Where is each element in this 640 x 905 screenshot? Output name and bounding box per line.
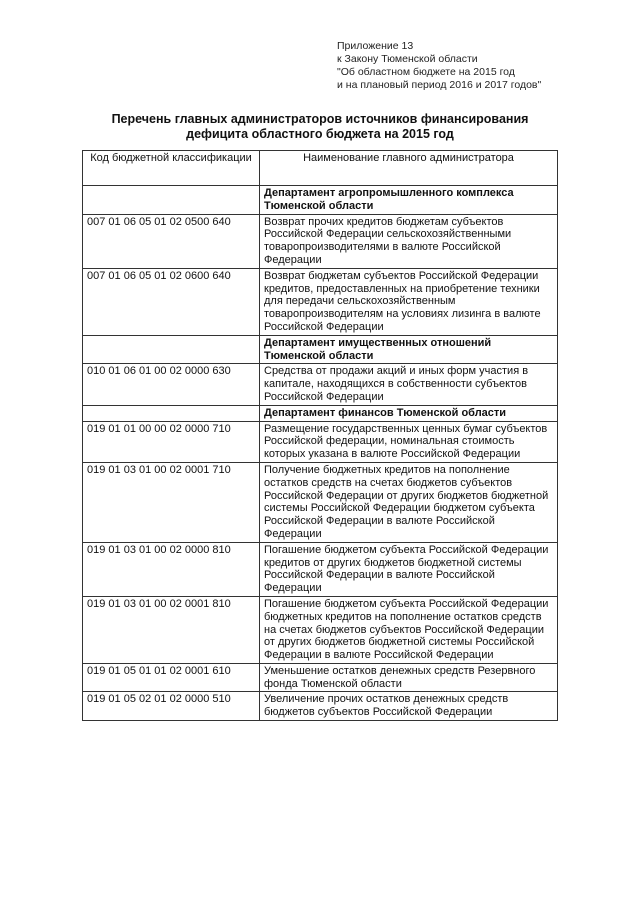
header-code: Код бюджетной классификации bbox=[83, 151, 260, 186]
row-code: 007 01 06 05 01 02 0500 640 bbox=[83, 214, 260, 268]
table-row bbox=[83, 186, 558, 215]
table-row bbox=[83, 364, 558, 405]
table-row bbox=[83, 462, 558, 542]
title-line-1: Перечень главных администраторов источников финансирования bbox=[111, 112, 529, 126]
table-row bbox=[83, 268, 558, 335]
row-name: Погашение бюджетом субъекта Российской Федерации бюджетных кредитов на пополнение остатков средств на счетах бюджетов субъектов Российской Федерации от других бюджетов бюджетной системы Российской Федерации в валюте Российской Федерации bbox=[260, 596, 558, 663]
row-code: 019 01 01 00 00 02 0000 710 bbox=[83, 421, 260, 462]
row-code: 019 01 03 01 00 02 0001 710 bbox=[83, 462, 260, 542]
row-name: Размещение государственных ценных бумаг субъектов Российской федерации, номинальная стоимость которых указана в валюте Российской Федерации bbox=[260, 421, 558, 462]
table-header-row bbox=[83, 151, 558, 186]
row-code: 007 01 06 05 01 02 0600 640 bbox=[83, 268, 260, 335]
table-row bbox=[83, 405, 558, 421]
appendix-line-1: Приложение 13 bbox=[337, 40, 414, 52]
row-code bbox=[83, 405, 260, 421]
row-code: 019 01 05 01 01 02 0001 610 bbox=[83, 663, 260, 692]
row-code bbox=[83, 335, 260, 364]
row-code: 010 01 06 01 00 02 0000 630 bbox=[83, 364, 260, 405]
administrators-table bbox=[82, 150, 558, 721]
appendix-line-4: и на плановый период 2016 и 2017 годов" bbox=[337, 79, 542, 91]
appendix-line-2: к Закону Тюменской области bbox=[337, 53, 478, 65]
title-line-2: дефицита областного бюджета на 2015 год bbox=[186, 127, 454, 141]
table-row bbox=[83, 335, 558, 364]
row-code: 019 01 03 01 00 02 0001 810 bbox=[83, 596, 260, 663]
table-row bbox=[83, 663, 558, 692]
row-name: Средства от продажи акций и иных форм участия в капитале, находящихся в собственности субъектов Российской Федерации bbox=[260, 364, 558, 405]
row-name: Уменьшение остатков денежных средств Резервного фонда Тюменской области bbox=[260, 663, 558, 692]
row-name: Увеличение прочих остатков денежных средств бюджетов субъектов Российской Федерации bbox=[260, 692, 558, 721]
row-name: Получение бюджетных кредитов на пополнение остатков средств на счетах бюджетов субъектов Российской Федерации от других бюджетов бюджетной системы Российской Федерации бюджетом субъекта Российской Федерации в валюте Российской Федерации bbox=[260, 462, 558, 542]
row-code: 019 01 05 02 01 02 0000 510 bbox=[83, 692, 260, 721]
table-row bbox=[83, 692, 558, 721]
appendix-note bbox=[337, 40, 541, 92]
table-row bbox=[83, 421, 558, 462]
table-row bbox=[83, 214, 558, 268]
table-row bbox=[83, 596, 558, 663]
appendix-line-3: "Об областном бюджете на 2015 год bbox=[337, 66, 515, 78]
row-code bbox=[83, 186, 260, 215]
row-name: Департамент финансов Тюменской области bbox=[260, 405, 558, 421]
row-code: 019 01 03 01 00 02 0000 810 bbox=[83, 542, 260, 596]
row-name: Департамент имущественных отношений Тюменской области bbox=[260, 335, 558, 364]
document-title bbox=[60, 112, 580, 142]
header-name: Наименование главного администратора bbox=[260, 151, 558, 186]
table-row bbox=[83, 542, 558, 596]
row-name: Погашение бюджетом субъекта Российской Федерации кредитов от других бюджетов бюджетной системы Российской Федерации в валюте Российской Федерации bbox=[260, 542, 558, 596]
row-name: Возврат прочих кредитов бюджетам субъектов Российской Федерации сельскохозяйственными товаропроизводителями в валюте Российской Федерации bbox=[260, 214, 558, 268]
row-name: Департамент агропромышленного комплекса Тюменской области bbox=[260, 186, 558, 215]
row-name: Возврат бюджетам субъектов Российской Федерации кредитов, предоставленных на приобретение техники для передачи сельскохозяйственным товаропроизводителям на условиях лизинга в валюте Российской Федерации bbox=[260, 268, 558, 335]
